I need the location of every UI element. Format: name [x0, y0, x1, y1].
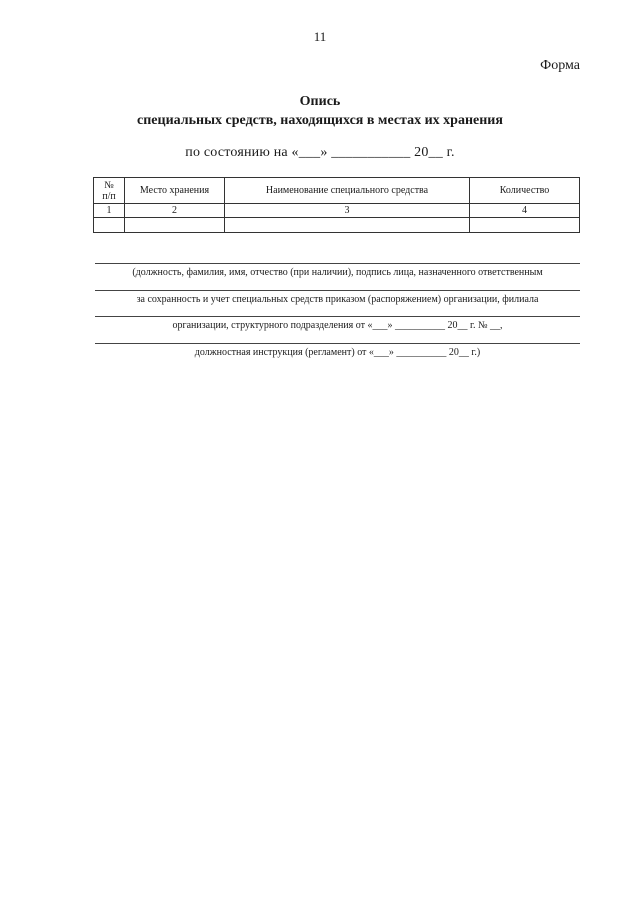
- column-header-number: [94, 178, 125, 204]
- table-cell[interactable]: [125, 218, 225, 233]
- signature-blank-line[interactable]: [95, 290, 580, 291]
- signature-caption: за сохранность и учет специальных средств приказом (распоряжением) организации, филиала: [136, 294, 539, 305]
- form-label: Форма: [540, 58, 580, 73]
- signature-caption: организации, структурного подразделения от «___» __________ 20__ г. № __,: [172, 320, 503, 331]
- table-row: [94, 218, 580, 233]
- page-number: 11: [313, 29, 327, 44]
- column-header-number-line2: п/п: [102, 190, 116, 202]
- document-title: Опись: [299, 94, 341, 109]
- table-cell[interactable]: [225, 218, 470, 233]
- signature-blank-line[interactable]: [95, 316, 580, 317]
- as-of-date-line: по состоянию на «___» ___________ 20__ г.: [185, 145, 455, 160]
- table-cell: 2: [125, 204, 225, 218]
- column-header-number-line1: №: [104, 179, 114, 191]
- table-header-row: [94, 178, 580, 204]
- table-cell: 1: [94, 204, 125, 218]
- inventory-table: [93, 177, 580, 233]
- signature-caption: должностная инструкция (регламент) от «___» __________ 20__ г.): [194, 347, 481, 358]
- signature-blank-line[interactable]: [95, 263, 580, 264]
- column-header-item-name: Наименование специального средства: [225, 178, 470, 204]
- column-header-storage-place: Место хранения: [125, 178, 225, 204]
- table-cell[interactable]: [94, 218, 125, 233]
- signature-caption: (должность, фамилия, имя, отчество (при наличии), подпись лица, назначенного ответственным: [132, 267, 543, 278]
- signature-blank-line[interactable]: [95, 343, 580, 344]
- column-header-quantity: Количество: [470, 178, 580, 204]
- table-cell[interactable]: [470, 218, 580, 233]
- table-row: [94, 204, 580, 218]
- table-cell: 3: [225, 204, 470, 218]
- table-cell: 4: [470, 204, 580, 218]
- document-subtitle: специальных средств, находящихся в местах их хранения: [137, 113, 503, 128]
